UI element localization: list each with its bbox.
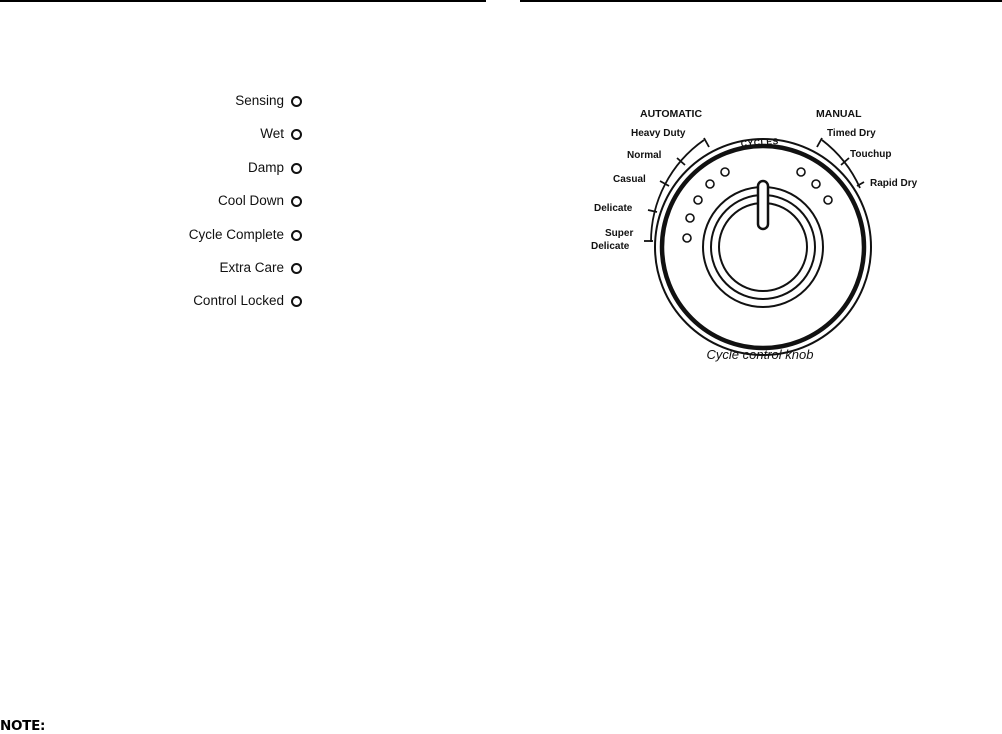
tick-heavy-duty: [704, 138, 709, 147]
status-label-sensing: Sensing: [235, 93, 284, 108]
knob-outer-ring: [655, 139, 871, 355]
led-normal-icon: [706, 180, 714, 188]
cycle-label-casual: Casual: [613, 174, 646, 185]
status-label-control-locked: Control Locked: [193, 293, 284, 309]
status-row-cycle-complete: [150, 226, 310, 259]
led-rapid-dry-icon: [824, 196, 832, 204]
knob-bezel-ring: [662, 146, 864, 348]
led-casual-icon: [694, 196, 702, 204]
group-label-manual: MANUAL: [816, 108, 862, 120]
led-heavy-duty-icon: [721, 168, 729, 176]
knob-pointer-icon: [758, 181, 768, 229]
tick-timed-dry: [817, 138, 822, 147]
knob-caption: Cycle control knob: [706, 347, 814, 362]
led-super-delicate-icon: [683, 234, 691, 242]
status-label-cool-down: Cool Down: [217, 193, 284, 209]
status-row-cool-down: [150, 192, 310, 225]
cycle-label-delicate-2: Delicate: [591, 241, 630, 252]
status-label-extra-care: Extra Care: [219, 259, 284, 275]
cycle-label-heavy-duty: Heavy Duty: [631, 128, 686, 139]
note-label: NOTE:: [0, 718, 46, 734]
cycle-knob-svg: [560, 95, 918, 370]
status-row-damp: [150, 159, 310, 192]
cycles-dial-label: CYCLES: [740, 135, 780, 149]
status-label-damp: Damp: [247, 159, 284, 175]
status-row-sensing: [150, 92, 310, 125]
status-row-wet: [150, 125, 310, 158]
cycle-label-super: Super: [605, 228, 634, 239]
led-timed-dry-icon: [797, 168, 805, 176]
cycle-label-normal: Normal: [627, 150, 662, 161]
status-lights-panel: [150, 92, 310, 326]
cool-down-led-icon: [291, 196, 302, 207]
cycle-label-touchup: Touchup: [850, 149, 892, 160]
sensing-led-icon: [291, 96, 302, 107]
damp-led-icon: [291, 163, 302, 174]
cycle-complete-led-icon: [291, 230, 302, 241]
cycle-label-timed-dry: Timed Dry: [827, 128, 876, 139]
top-rule-right: [520, 0, 1002, 2]
status-label-wet: Wet: [260, 126, 284, 142]
top-rule-left: [0, 0, 486, 2]
extra-care-led-icon: [291, 263, 302, 274]
cycle-label-delicate: Delicate: [594, 203, 633, 214]
control-locked-led-icon: [291, 296, 302, 307]
status-row-extra-care: [150, 259, 310, 292]
cycle-knob-diagram: [560, 95, 918, 370]
status-row-control-locked: [150, 292, 310, 325]
led-touchup-icon: [812, 180, 820, 188]
wet-led-icon: [291, 129, 302, 140]
cycle-label-rapid-dry: Rapid Dry: [870, 178, 918, 189]
status-label-cycle-complete: Cycle Complete: [188, 226, 284, 242]
group-label-automatic: AUTOMATIC: [640, 108, 703, 120]
led-delicate-icon: [686, 214, 694, 222]
